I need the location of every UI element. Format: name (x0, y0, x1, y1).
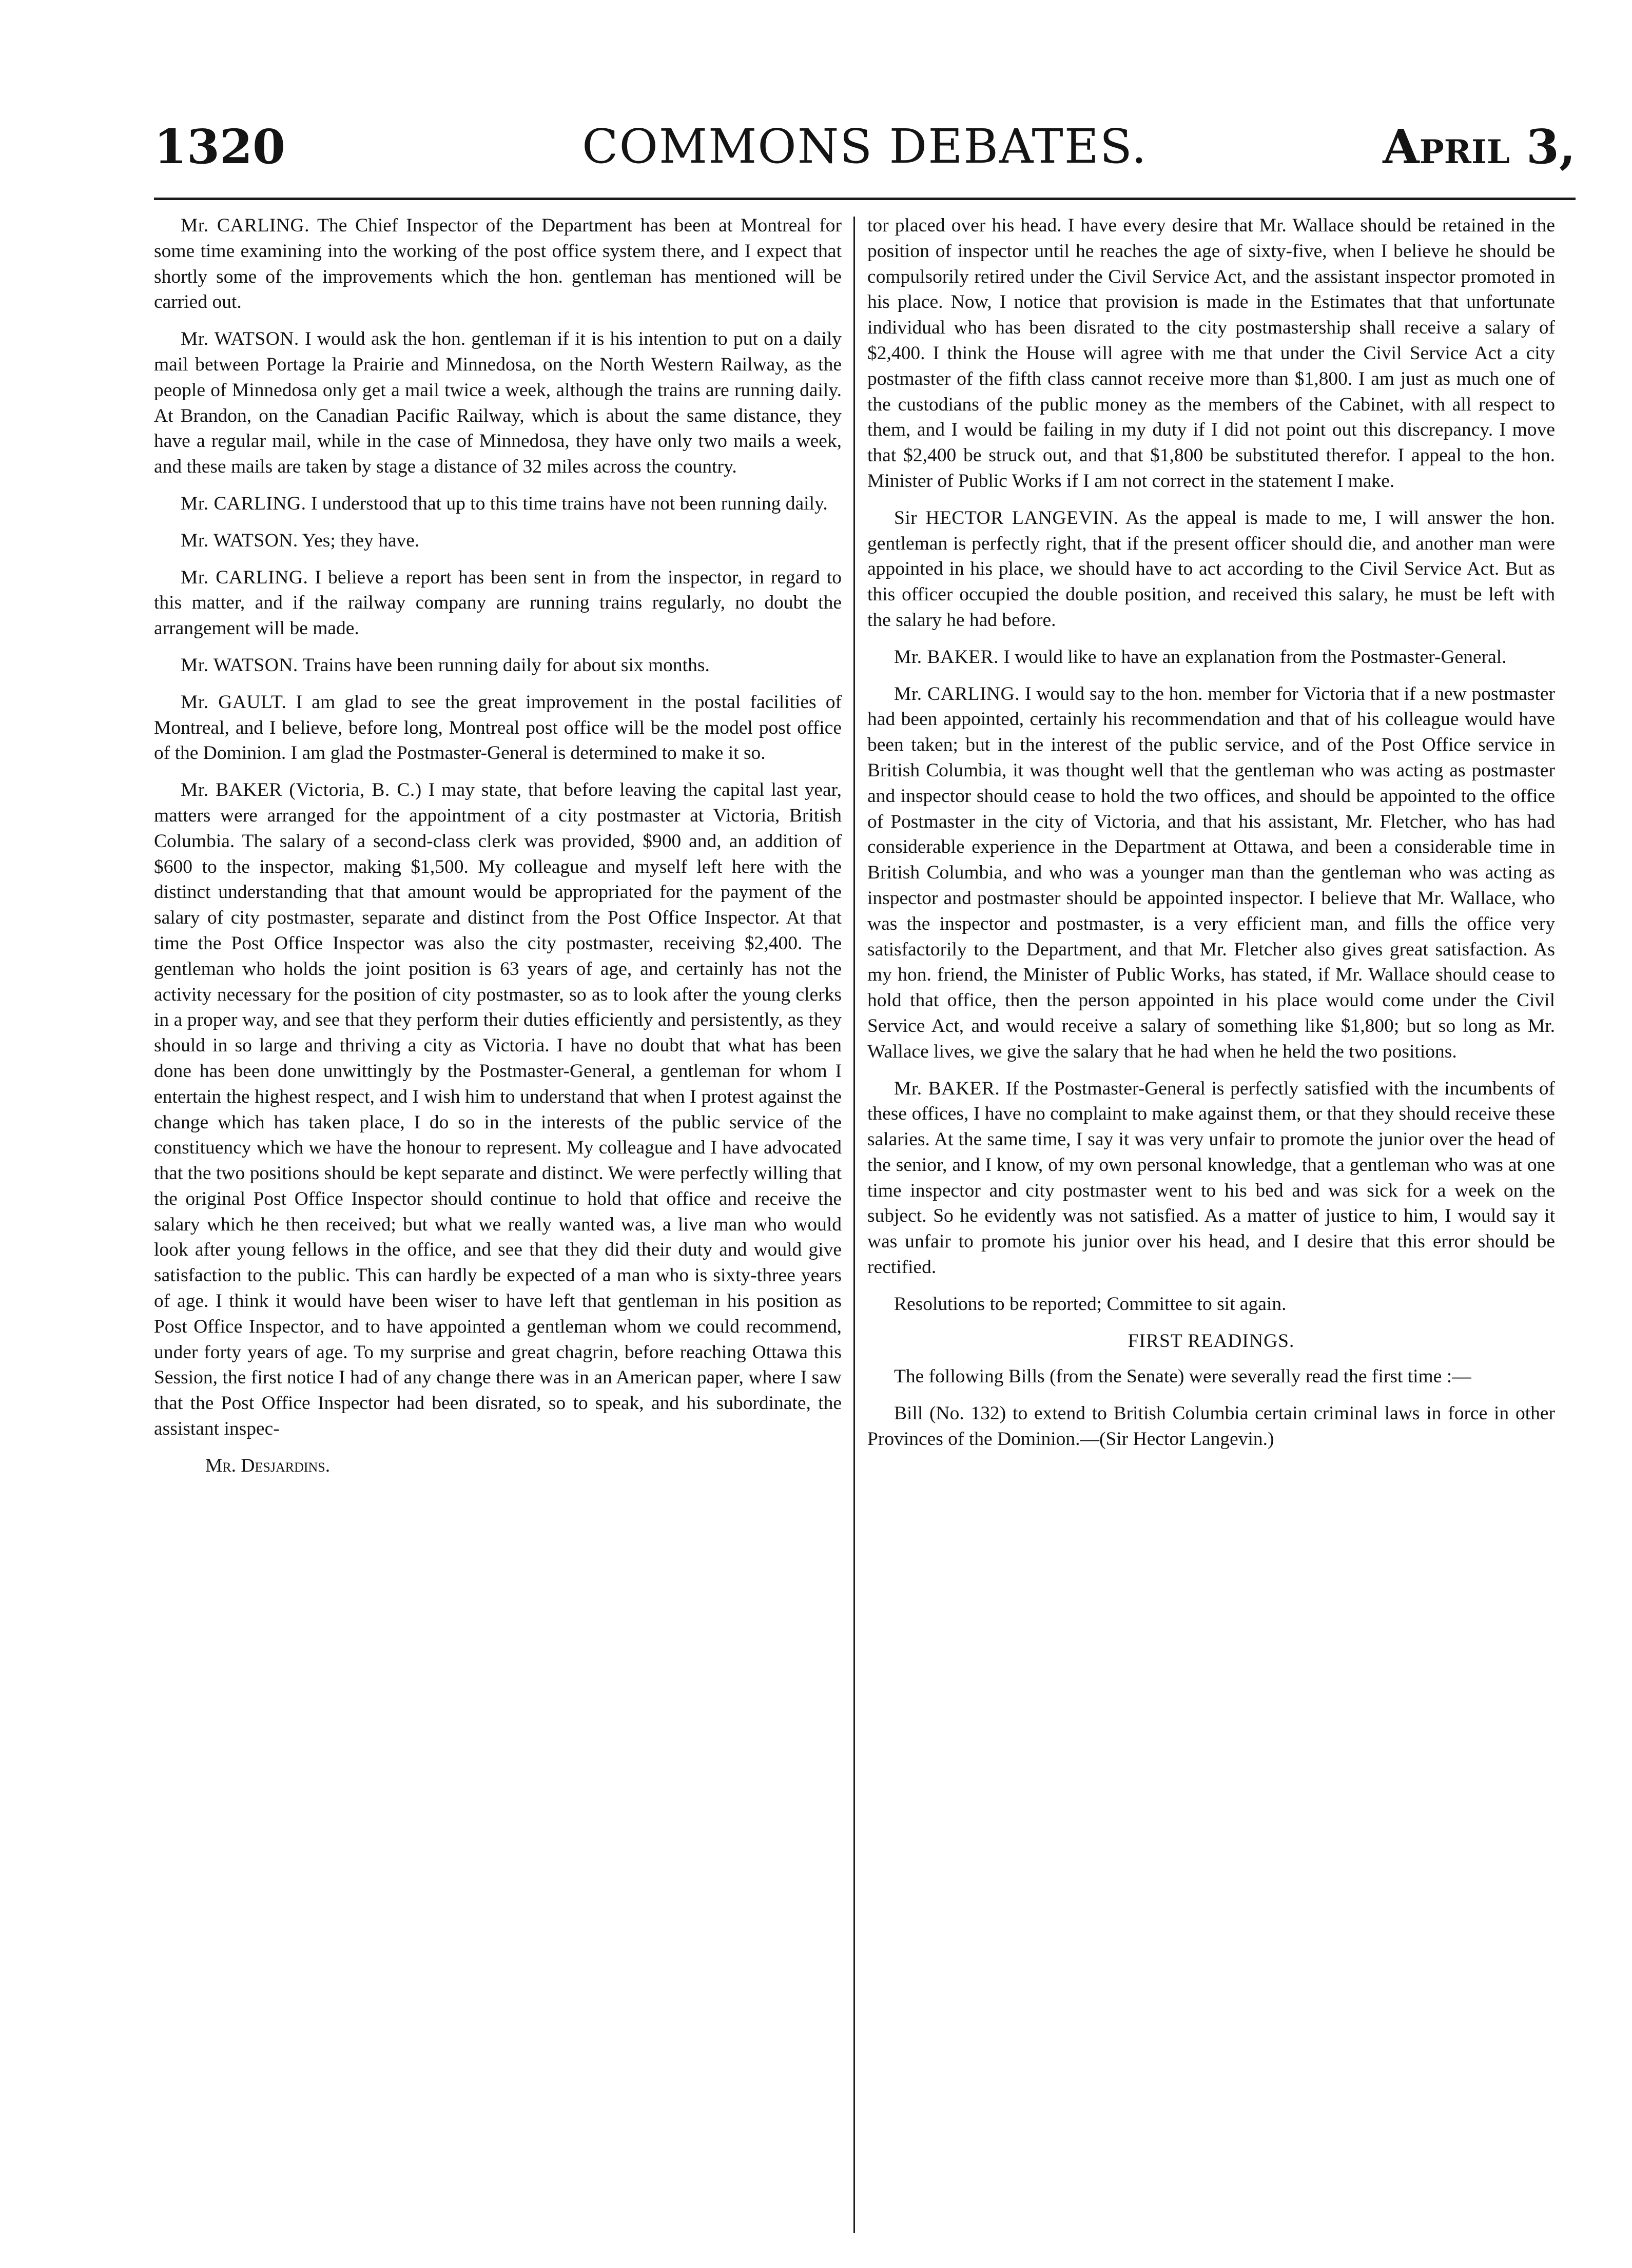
speech-text: The following Bills (from the Senate) were severally read the first time :— (894, 1366, 1471, 1387)
paragraph (154, 213, 842, 315)
paragraph (867, 1328, 1555, 1354)
paragraph (867, 1401, 1555, 1452)
page-header (154, 119, 1576, 191)
speech-text: Trains have been running daily for about six months. (302, 654, 710, 676)
speech-text: If the Postmaster-General is perfectly satisfied with the incumbents of these offices, I have no complaint to make against them, or that they should receive these salaries. At the same time, I say it was very unfair to promote the junior over the head of the senior, and I know, of my own personal knowledge, that a gentleman who was at one time inspector and city postmaster went to his bed and was sick for a week on the subject. So he evidently was not satisfied. As a matter of justice to him, I would say it was unfair to promote his junior over his head, and I desire that this error should be rectified. (867, 1078, 1555, 1278)
speech-text: As the appeal is made to me, I will answer the hon. gentleman is perfectly right, that if the present officer should die, and another man were appointed in his place, we should have to act according to the Civil Service Act. But as this officer occupied the double position, and received this salary, he must be left with the salary he had before. (867, 507, 1555, 631)
header-rule (154, 198, 1576, 200)
publication-title: COMMONS DEBATES. (582, 119, 1148, 174)
speech-text: Resolutions to be reported; Committee to sit again. (894, 1293, 1287, 1315)
left-column (154, 213, 842, 2237)
speaker-name: Mr. CARLING. (894, 683, 1020, 705)
speaker-name: Mr. WATSON. (181, 530, 298, 551)
paragraph (154, 528, 842, 554)
paragraph (154, 653, 842, 678)
paragraph (154, 777, 842, 1442)
speech-text: I would say to the hon. member for Victoria that if a new postmaster had been appointed, certainly his recommendation and that of his colleague would have been taken; but in the interest of the public service, and of the Post Office service in British Columbia, it was thought well that the gentleman who was acting as postmaster and inspector should cease to hold the two offices, and should be appointed to the office of Postmaster in the city of Victoria, and that his assistant, Mr. Fletcher, who has had considerable experience in the Department at Ottawa, and been a considerable time in British Columbia, and who was a younger man than the gentleman who was acting as inspector and postmaster should be appointed inspector. I believe that Mr. Wallace, who was the inspector and postmaster, is a very efficient man, and fills the office very satisfactorily to the Department, and that Mr. Fletcher also gives great satisfaction. As my hon. friend, the Minister of Public Works, has stated, if Mr. Wallace should cease to hold that office, then the person appointed in his place would come under the Civil Service Act, and would receive a salary of something like $1,800; but so long as Mr. Wallace lives, we give the salary that he had when he held the two positions. (867, 683, 1555, 1062)
speaker-name: Mr. BAKER (Victoria, B. C.) (181, 779, 422, 801)
right-column (867, 213, 1555, 2237)
paragraph (867, 644, 1555, 670)
paragraph (867, 1292, 1555, 1317)
paragraph (867, 505, 1555, 633)
paragraph (867, 1076, 1555, 1280)
paragraph (154, 565, 842, 641)
speaker-name: Mr. WATSON. (181, 328, 299, 350)
speaker-name: Mr. CARLING. (181, 566, 308, 588)
page-date: April 3, (1383, 119, 1576, 174)
speech-text: I would like to have an explanation from the Postmaster-General. (1003, 646, 1507, 668)
paragraph (867, 1364, 1555, 1390)
speech-text: I am glad to see the great improvement in the postal facilities of Montreal, and I believe, before long, Montreal post office will be the model post office of the Dominion. I am glad the Postmaster-General is determined to make it so. (154, 691, 842, 764)
speech-text: Yes; they have. (302, 530, 420, 551)
speaker-name: Mr. GAULT. (181, 691, 287, 713)
page-number: 1320 (154, 119, 286, 174)
speech-text: tor placed over his head. I have every desire that Mr. Wallace should be retained in the position of inspector until he reaches the age of sixty-five, when I believe he should be compulsorily retired under the Civil Service Act, and the assistant inspector promoted in his place. Now, I notice that provision is made in the Estimates that that unfortunate individual who has been disrated to the city postmastership shall receive a salary of $2,400. I think the House will agree with me that under the Civil Service Act a city postmaster of the fifth class cannot receive more than $1,800. I am just as much one of the custodians of the public money as the members of the Cabinet, with all respect to them, and I would be failing in my duty if I did not point out this discrepancy. I move that $2,400 be struck out, and that $1,800 be substituted therefor. I appeal to the hon. Minister of Public Works if I am not correct in the statement I make. (867, 215, 1555, 492)
paragraph (154, 690, 842, 766)
speech-text: The Chief Inspector of the Department has been at Montreal for some time examining into the working of the post office system there, and I expect that shortly some of the improvements which the hon. gentleman has mentioned will be carried out. (154, 215, 842, 313)
speaker-name: Mr. CARLING. (181, 493, 306, 514)
signature-line: Mr. Desjardins. (205, 1455, 331, 1476)
speaker-name: Mr. WATSON. (181, 654, 298, 676)
speech-text: I may state, that before leaving the capital last year, matters were arranged for the appointment of a city postmaster at Victoria, British Columbia. The salary of a second-class clerk was provided, $900 and, an addition of $600 to the inspector, making $1,500. My colleague and myself left here with the distinct understanding that that amount would be appropriated for the payment of the salary of city postmaster, separate and distinct from the Post Office Inspector. At that time the Post Office Inspector was also the city postmaster, receiving $2,400. The gentleman who holds the joint position is 63 years of age, and certainly has not the activity necessary for the position of city postmaster, so as to look after the young clerks in a proper way, and see that they perform their duties efficiently and persistently, as they should in so large and thriving a city as Victoria. I have no doubt that what has been done has been done unwittingly by the Postmaster-General, a gentleman for whom I entertain the highest respect, and I wish him to understand that when I protest against the change which has taken place, I do so in the interests of the public service of the constituency which we have the honour to represent. My colleague and I have advocated that the two positions should be kept separate and distinct. We were perfectly willing that the original Post Office Inspector should continue to hold that office and receive the salary which he then received; but what we really wanted was, a live man who would look after young fellows in the office, and see that they did their duty and would give satisfaction to the public. This can hardly be expected of a man who is sixty-three years of age. I think it would have been wiser to have left that gentleman in his position as Post Office Inspector, and to have appointed a gentleman whom we could recommend, under forty years of age. To my surprise and great chagrin, before reaching Ottawa this Session, the first notice I had of any change there was in an American paper, where I saw that the Post Office Inspector had been disrated, so to speak, and his subordinate, the assistant inspec- (154, 779, 842, 1440)
speaker-name: Sir HECTOR LANGEVIN. (894, 507, 1119, 529)
speech-text: FIRST READINGS. (1128, 1330, 1295, 1352)
speech-text: I believe a report has been sent in from the inspector, in regard to this matter, and if the railway company are running trains regularly, no doubt the arrangement will be made. (154, 566, 842, 639)
paragraph (867, 681, 1555, 1065)
speech-text: I understood that up to this time trains have not been running daily. (310, 493, 828, 514)
speech-text: Bill (No. 132) to extend to British Columbia certain criminal laws in force in other Provinces of the Dominion.—(Sir Hector Langevin.) (867, 1403, 1555, 1450)
speaker-name: Mr. CARLING. (181, 215, 309, 236)
paragraph (154, 491, 842, 517)
speaker-name: Mr. BAKER. (894, 1078, 1000, 1099)
speaker-name: Mr. BAKER. (894, 646, 999, 668)
paragraph (867, 213, 1555, 494)
speech-text: I would ask the hon. gentleman if it is his intention to put on a daily mail between Portage la Prairie and Minnedosa, on the North Western Railway, as the people of Minnedosa only get a mail twice a week, although the trains are running daily. At Brandon, on the Canadian Pacific Railway, which is about the same distance, they have a regular mail, while in the case of Minnedosa, they have only two mails a week, and these mails are taken by stage a distance of 32 miles across the country. (154, 328, 842, 478)
column-divider (853, 217, 855, 2233)
paragraph (154, 326, 842, 480)
